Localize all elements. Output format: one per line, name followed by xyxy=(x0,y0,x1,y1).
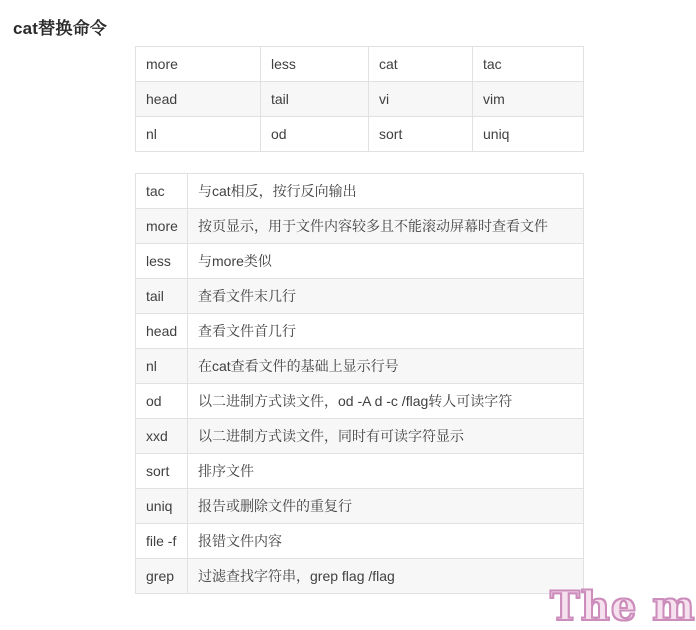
table-row xyxy=(136,489,584,524)
table-row xyxy=(136,524,584,559)
description-cell: 在cat查看文件的基础上显示行号 xyxy=(188,349,584,384)
description-cell: 按页显示，用于文件内容较多且不能滚动屏幕时查看文件 xyxy=(188,209,584,244)
grid-cell: head xyxy=(136,82,261,117)
grid-cell: cat xyxy=(369,47,473,82)
table-row xyxy=(136,209,584,244)
description-cell: 报错文件内容 xyxy=(188,524,584,559)
grid-cell: more xyxy=(136,47,261,82)
command-cell: file -f xyxy=(136,524,188,559)
command-cell: uniq xyxy=(136,489,188,524)
grid-cell: sort xyxy=(369,117,473,152)
description-cell: 查看文件首几行 xyxy=(188,314,584,349)
command-cell: head xyxy=(136,314,188,349)
command-cell: tail xyxy=(136,279,188,314)
table-row xyxy=(136,559,584,594)
description-cell: 以二进制方式读文件，od -A d -c /flag转人可读字符 xyxy=(188,384,584,419)
description-cell: 过滤查找字符串，grep flag /flag xyxy=(188,559,584,594)
grid-cell: vi xyxy=(369,82,473,117)
description-cell: 与more类似 xyxy=(188,244,584,279)
table-row xyxy=(136,454,584,489)
command-cell: tac xyxy=(136,174,188,209)
description-cell: 与cat相反，按行反向输出 xyxy=(188,174,584,209)
description-cell: 排序文件 xyxy=(188,454,584,489)
command-cell: sort xyxy=(136,454,188,489)
table-row xyxy=(136,384,584,419)
command-cell: od xyxy=(136,384,188,419)
command-cell: more xyxy=(136,209,188,244)
table-row xyxy=(136,47,584,82)
table-row xyxy=(136,314,584,349)
table-row xyxy=(136,117,584,152)
grid-cell: uniq xyxy=(473,117,584,152)
description-cell: 报告或删除文件的重复行 xyxy=(188,489,584,524)
table-row xyxy=(136,174,584,209)
watermark-text: The m xyxy=(550,583,696,630)
table-row xyxy=(136,82,584,117)
table-row xyxy=(136,244,584,279)
table-row xyxy=(136,279,584,314)
command-detail-table xyxy=(135,173,584,594)
grid-cell: vim xyxy=(473,82,584,117)
description-cell: 以二进制方式读文件，同时有可读字符显示 xyxy=(188,419,584,454)
command-cell: xxd xyxy=(136,419,188,454)
page-title: cat替换命令 xyxy=(13,19,107,38)
grid-cell: nl xyxy=(136,117,261,152)
command-cell: less xyxy=(136,244,188,279)
grid-cell: tail xyxy=(261,82,369,117)
command-grid-table xyxy=(135,46,584,152)
command-cell: nl xyxy=(136,349,188,384)
grid-cell: less xyxy=(261,47,369,82)
table-row xyxy=(136,419,584,454)
grid-cell: od xyxy=(261,117,369,152)
table-row xyxy=(136,349,584,384)
description-cell: 查看文件末几行 xyxy=(188,279,584,314)
command-cell: grep xyxy=(136,559,188,594)
grid-cell: tac xyxy=(473,47,584,82)
